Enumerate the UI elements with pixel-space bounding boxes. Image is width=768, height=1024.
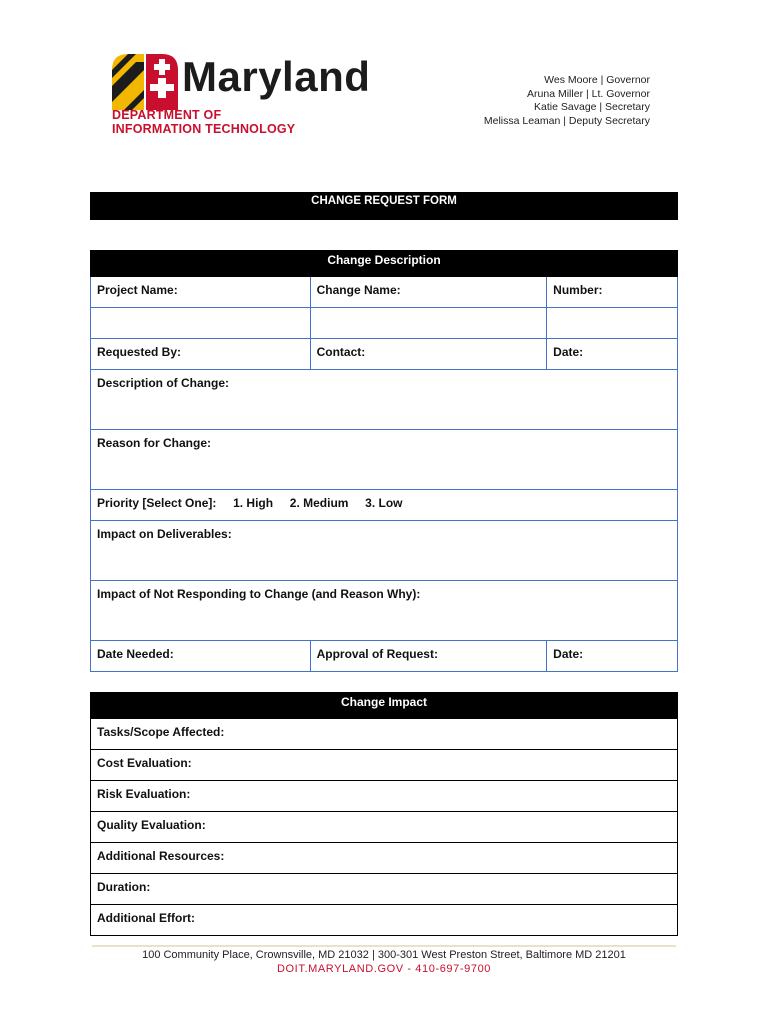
change-impact-table — [90, 692, 678, 936]
priority-low-option[interactable]: 3. Low — [365, 496, 403, 510]
impact-not-responding-field[interactable]: Impact of Not Responding to Change (and Reason Why): — [91, 581, 678, 641]
change-name-label: Change Name: — [310, 277, 547, 308]
project-name-label: Project Name: — [91, 277, 311, 308]
contact-label[interactable]: Contact: — [310, 339, 547, 370]
priority-high-option[interactable]: 1. High — [233, 496, 274, 510]
official-deputy-secretary: Melissa Leaman | Deputy Secretary — [483, 114, 650, 127]
department-name: DEPARTMENT OF INFORMATION TECHNOLOGY — [112, 108, 296, 136]
impact-on-deliverables-field[interactable]: Impact on Deliverables: — [91, 521, 678, 581]
priority-medium-option[interactable]: 2. Medium — [289, 496, 349, 510]
change-description-heading: Change Description — [91, 251, 678, 277]
date-label[interactable]: Date: — [547, 339, 678, 370]
project-name-field[interactable] — [91, 308, 311, 339]
number-label: Number: — [547, 277, 678, 308]
quality-evaluation-field[interactable]: Quality Evaluation: — [91, 812, 678, 843]
brand-wordmark: Maryland — [182, 53, 371, 100]
reason-for-change-field[interactable]: Reason for Change: — [91, 430, 678, 490]
letterhead — [0, 0, 768, 140]
form-title: CHANGE REQUEST FORM — [90, 192, 678, 220]
official-governor: Wes Moore | Governor — [544, 74, 650, 86]
priority-label: Priority [Select One]: — [97, 496, 217, 510]
description-of-change-field[interactable]: Description of Change: — [91, 370, 678, 430]
approval-of-request-field[interactable]: Approval of Request: — [310, 641, 547, 672]
approval-date-field[interactable]: Date: — [547, 641, 678, 672]
requested-by-label[interactable]: Requested By: — [91, 339, 311, 370]
duration-field[interactable]: Duration: — [91, 874, 678, 905]
change-description-table — [90, 250, 678, 672]
date-needed-field[interactable]: Date Needed: — [91, 641, 311, 672]
maryland-flag-icon — [110, 50, 180, 116]
change-impact-heading: Change Impact — [91, 693, 678, 719]
cost-evaluation-field[interactable]: Cost Evaluation: — [91, 750, 678, 781]
priority-field[interactable] — [91, 490, 678, 521]
officials-list — [484, 74, 650, 128]
number-field[interactable] — [547, 308, 678, 339]
change-name-field[interactable] — [310, 308, 547, 339]
footer-divider — [92, 945, 676, 947]
official-secretary: Katie Savage | Secretary — [534, 101, 650, 113]
footer-website-phone[interactable]: DOIT.MARYLAND.GOV - 410-697-9700 — [276, 963, 492, 975]
additional-resources-field[interactable]: Additional Resources: — [91, 843, 678, 874]
footer-address: 100 Community Place, Crownsville, MD 21032 | 300-301 West Preston Street, Baltimore MD 21201 — [142, 949, 626, 961]
page-footer — [92, 945, 676, 977]
tasks-scope-affected-field[interactable]: Tasks/Scope Affected: — [91, 719, 678, 750]
official-lt-governor: Aruna Miller | Lt. Governor — [527, 87, 650, 100]
risk-evaluation-field[interactable]: Risk Evaluation: — [91, 781, 678, 812]
additional-effort-field[interactable]: Additional Effort: — [91, 905, 678, 936]
